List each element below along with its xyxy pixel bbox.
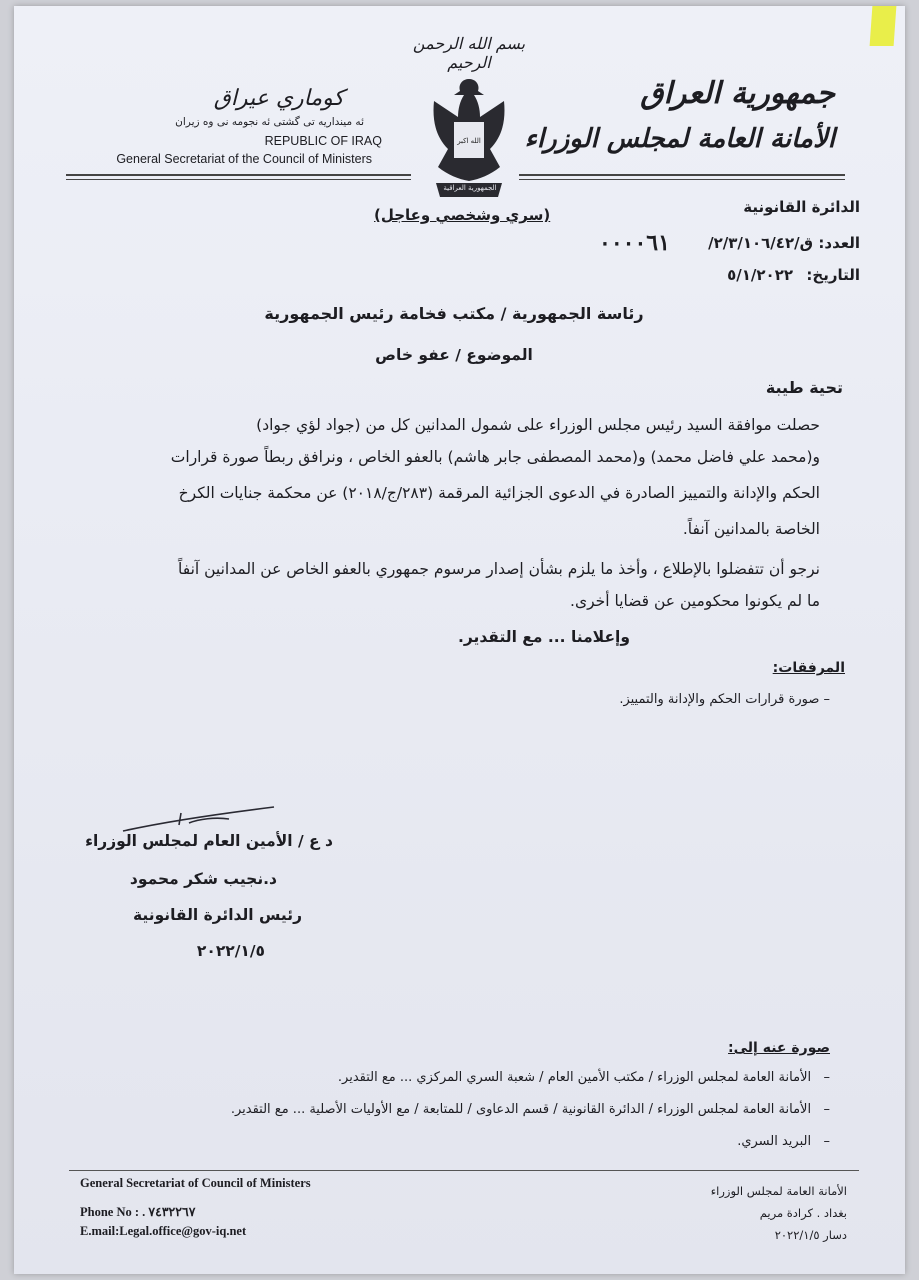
kurdish-title: كوماري عيراق [213, 86, 344, 111]
footer-org-ar: الأمانة العامة لمجلس الوزراء [710, 1184, 847, 1198]
attachment-item [619, 692, 830, 707]
paragraph1-line1: حصلت موافقة السيد رئيس مجلس الوزراء على شمول المدانين كل من (جواد لؤي جواد) [256, 416, 820, 434]
paragraph1-line3: الحكم والإدانة والتمييز الصادرة في الدعوى الجزائية المرقمة (٢٨٣/ج/٢٠١٨) عن محكمة جنايات الكرخ [178, 484, 820, 502]
date-label: التاريخ: [806, 266, 860, 284]
basmala: بسم الله الرحمن الرحيم [412, 34, 526, 72]
number-value: ق/٢/٣/١٠٦/٤٢/ [708, 234, 813, 252]
kurdish-subtitle: ئه مينداريه تى گشتى ئه نجومه نى وه زيران [175, 116, 364, 128]
copies-label: صورة عنه إلى: [728, 1040, 830, 1056]
copy-text: البريد السري. [737, 1134, 812, 1149]
header-rule-left [66, 174, 411, 176]
signature-title: رئيس الدائرة القانونية [133, 906, 302, 924]
closing: وإعلامنا ... مع التقدير. [457, 628, 630, 646]
recipient: رئاسة الجمهورية / مكتب فخامة رئيس الجمهورية [264, 304, 644, 323]
paragraph1-line2: و(محمد علي فاضل محمد) و(محمد المصطفى جابر هاشم) بالعفو الخاص ، ونرافق ربطاً صورة قرارات [170, 448, 820, 466]
arabic-republic: جمهورية العراق [640, 76, 835, 111]
footer-org-en: General Secretariat of Council of Ministers [80, 1176, 311, 1190]
paragraph2-line1: نرجو أن تتفضلوا بالإطلاع ، وأخذ ما يلزم بشأن إصدار مرسوم جمهوري بالعفو الخاص عن المدانين آنفاً [178, 560, 820, 578]
header-rule-right [519, 174, 845, 176]
copy-dash: – [811, 1102, 830, 1117]
svg-text:الله اكبر: الله اكبر [457, 137, 481, 145]
copy-text: الأمانة العامة لمجلس الوزراء / مكتب الأمين العام / شعبة السري المركزي ... مع التقدير. [337, 1070, 812, 1085]
copy-item-1 [338, 1070, 830, 1085]
footer-address-ar: بغداد . كرادة مريم [759, 1206, 847, 1220]
sticky-tab [870, 6, 897, 46]
footer-stamp-ar: دسار ٢٠٢٢/١/٥ [774, 1228, 847, 1242]
copy-item-3 [737, 1134, 830, 1149]
department-label: الدائرة القانونية [743, 198, 860, 216]
signature-date: ٢٠٢٢/١/٥ [196, 942, 265, 960]
copy-dash: – [811, 1070, 830, 1085]
paragraph2-line2: ما لم يكونوا محكومين عن قضايا أخرى. [570, 592, 820, 610]
date-value: ٥/١/٢٠٢٢ [727, 266, 793, 284]
attachment-dash: – [819, 692, 830, 707]
arabic-secretariat: الأمانة العامة لمجلس الوزراء [524, 124, 835, 154]
copy-dash: – [811, 1134, 830, 1149]
copy-item-2 [231, 1102, 830, 1117]
header-rule-right-thin [519, 179, 845, 180]
attachments-label: المرفقات: [772, 660, 845, 676]
classification: (سري وشخصي وعاجل) [374, 206, 551, 224]
attachment-text: صورة قرارات الحكم والإدانة والتمييز. [619, 692, 820, 707]
serial-number: ٠٠٠٠٦١ [599, 230, 670, 256]
number-label: العدد: [818, 234, 860, 252]
document-page [14, 6, 905, 1274]
paragraph1-line4: الخاصة بالمدانين آنفاً. [682, 520, 820, 538]
footer-phone: Phone No : . ٧٤٣٢٢٦٧ [80, 1205, 196, 1219]
copy-text: الأمانة العامة لمجلس الوزراء / الدائرة القانونية / قسم الدعاوى / للمتابعة / مع الأوليات الأصلية ... مع التقدير. [230, 1102, 812, 1117]
english-republic: REPUBLIC OF IRAQ [264, 134, 382, 148]
subject: الموضوع / عفو خاص [375, 346, 533, 364]
greeting: تحية طيبة [765, 378, 843, 397]
signature-name: د.نجيب شكر محمود [129, 870, 277, 888]
footer-email: E.mail:Legal.office@gov-iq.net [80, 1224, 247, 1238]
footer-rule [69, 1170, 859, 1171]
emblem-caption: الجمهورية العراقية [443, 184, 497, 192]
signature-line1: د ع / الأمين العام لمجلس الوزراء [85, 832, 333, 850]
english-secretariat: General Secretariat of the Council of Ministers [116, 152, 372, 166]
header-rule-left-thin [66, 179, 411, 180]
